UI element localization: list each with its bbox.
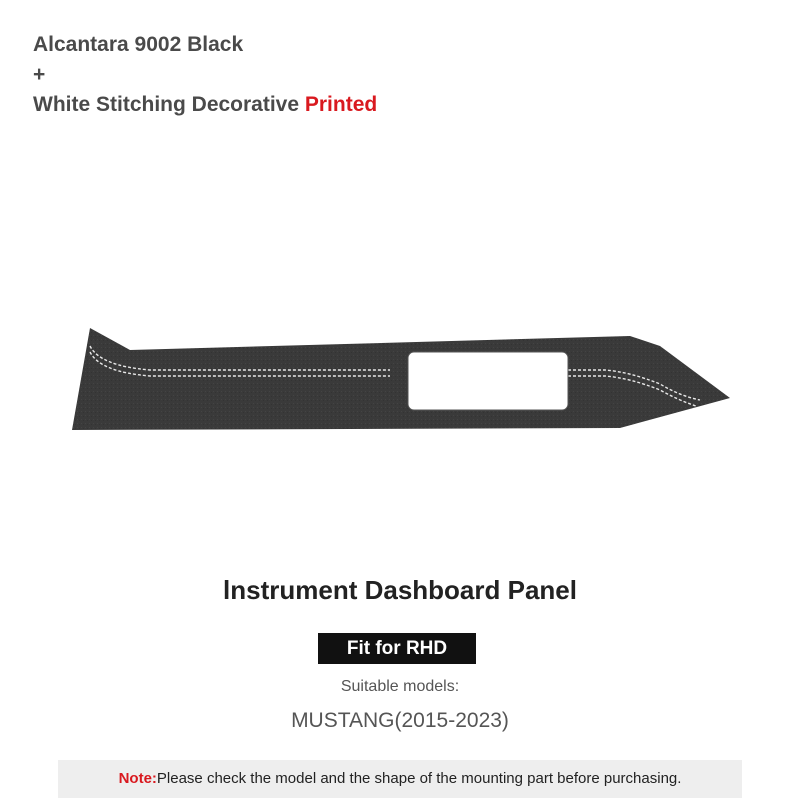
note-label: Note: bbox=[118, 770, 157, 787]
suitable-models-label: Suitable models: bbox=[340, 678, 460, 695]
product-title: lnstrument Dashboard Panel bbox=[223, 575, 577, 605]
material-line: Alcantara 9002 Black bbox=[33, 33, 244, 56]
stitching-line bbox=[33, 90, 377, 120]
stitching-text: White Stitching Decorative bbox=[33, 93, 305, 116]
note-text: Please check the model and the shape of the mounting part before purchasing. bbox=[156, 770, 682, 787]
panel-cutout bbox=[408, 352, 568, 410]
printed-highlight: Printed bbox=[304, 93, 378, 116]
note-bar bbox=[58, 760, 742, 798]
suitable-models-value: MUSTANG(2015-2023) bbox=[291, 709, 509, 732]
fit-badge: Fit for RHD bbox=[318, 633, 476, 664]
panel-body bbox=[72, 328, 730, 430]
panel-illustration bbox=[60, 318, 750, 438]
dashboard-panel-image bbox=[60, 318, 750, 438]
plus-sign: + bbox=[33, 63, 46, 86]
header-text bbox=[33, 30, 377, 120]
